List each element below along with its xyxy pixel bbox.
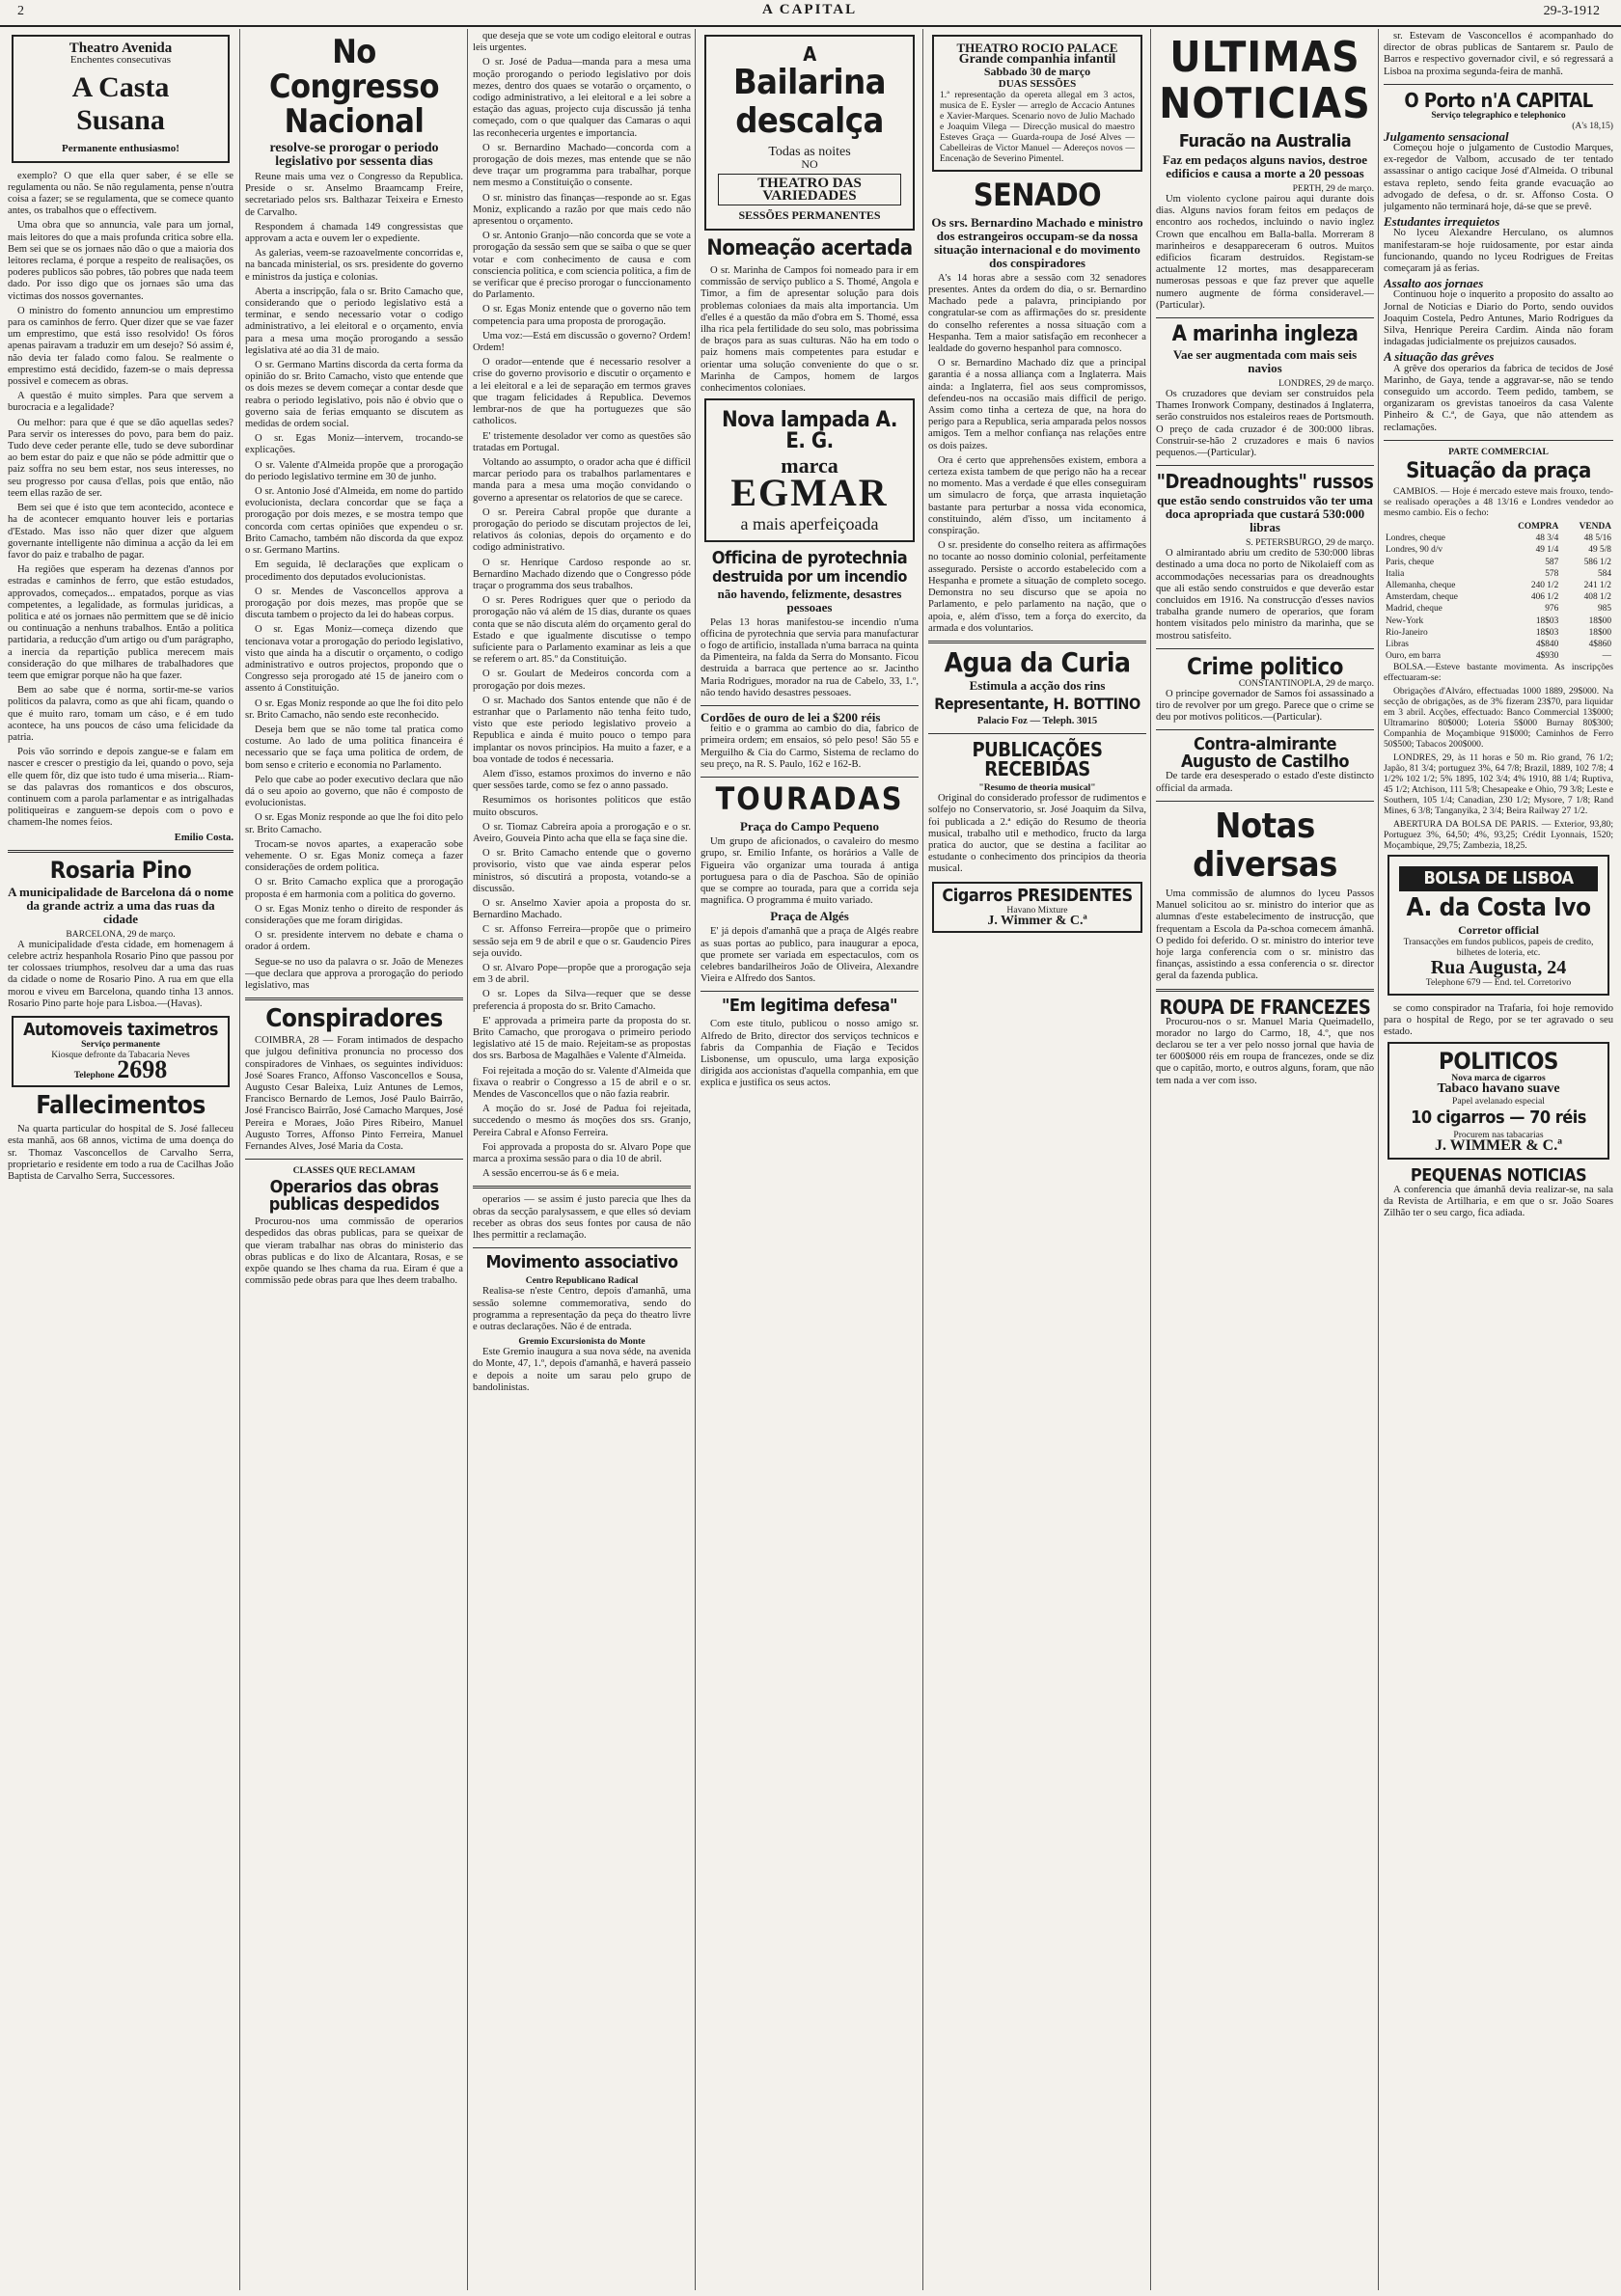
article-text: ABERTURA DA BOLSA DE PARIS. — Exterior, 93,80; Portuguez 3%, 64,50; 4%, 93,25; Crédit Lyonnais, 1520; Moçambique, 29,75; Zambezia, 18,25. [1384,819,1613,852]
play-title-2: Susana [76,104,165,137]
column-3 [473,31,691,2288]
headline-publicacoes: PUBLICAÇÕES RECEBIDAS [972,738,1103,781]
ad-phone: Telephone 679 — End. tel. Corretorivo [1425,976,1572,988]
subheadline: Faz em pedaços alguns navios, destroe edificios e causa a morte a 20 pessoas [1162,152,1368,180]
article-text: Original do considerado professor de rudimentos e solfejo no Conservatorio, sr. José Joaquim da Silva, foi publicada a 2.ª edição do Resumo de theoria musical, trabalho util e methodico, fructo da larga pratica do auctor, que se destina a facilitar ao estudante o conhecimento dos principios da theoria musical. [928,793,1146,875]
subheadline: Serviço telegraphico e telephonico [1431,109,1566,121]
column-rule [467,29,468,2290]
dateline: LONDRES, 29 de março. [1278,378,1374,390]
ad-subtitle: Enchentes consecutivas [69,54,172,67]
article-text: Reune mais uma vez o Congresso da Republica. Preside o sr. Anselmo Braamcamp Freire, secretariado pelos srs. Balthazar Teixeira e Ernesto de Carvalho. [245,172,463,218]
ad-subtitle: Havano Mixture [1006,904,1068,916]
article-text: Continuou hoje o inquerito a proposito do assalto ao Jornal de Noticias e Diario do Porto, sendo ouvidos Joaquim Costela, Pedro Antunes, Mario Rodrigues da Silva, Henrique Pereira Cardim. Ainda não foram indagadas judicialmente os prejuizos causados. [1384,289,1613,348]
theatre-name: THEATRO DAS VARIEDADES [718,174,901,205]
article-text: O sr. Henrique Cardoso responde ao sr. Bernardino Machado dizendo que o Congresso póde traçar o programma dos seus trabalhos. [473,557,691,591]
table-row: Ouro, em barra 4$930 — [1386,651,1611,662]
article-text: se como conspirador na Trafaria, foi hoje removido para o hospital de Rego, por se ter agravado o seu estado. [1384,1002,1613,1038]
ad-title: Cigarros PRESIDENTES [942,885,1133,906]
article-text: CAMBIOS. — Hoje é mercado esteve mais frouxo, tendo-se realisado operações a 48 13/16 e Londres vendedor ao mesmo cambio. Eis o fecho: [1384,485,1613,518]
headline-dreadnoughts: "Dreadnoughts" russos [1156,470,1374,494]
article-text: O sr. Anselmo Xavier apoia a proposta do sr. Bernardino Machado. [473,898,691,921]
article-text: que deseja que se vote um codigo eleitoral e outras leis urgentes. [473,31,691,54]
article-text: Ou melhor: para que é que se dão aquellas sedes? Para servir os interesses do povo, para bem do paiz. Tudo deve ceder perante elle, tudo se deve subordinar ao bem estar do paiz e que não se póde admittir que o paiz soffra no seu bem estar, nos seus interesses, no seu progresso por causa d'ellas, pois que então, não teem ellas razão de ser. [8,417,234,499]
headline-crime-politico: Crime politico [1187,652,1343,680]
article-text: O sr. Antonio Granjo—não concorda que se vote a prorogação da sessão sem que se saiba o que se quer votar e com conhecimento de causa e com consciencia politica, e com sciencia politica, a fim de se verificar que é preciso prorogar o funccionamento do Parlamento. [473,231,691,301]
bailarina-ad [704,35,915,231]
article-text: O sr. ministro das finanças—responde ao sr. Egas Moniz, explicando a razão por que mais cedo não apresentou o orçamento. [473,192,691,228]
article-text: Foi approvada a proposta do sr. Alvaro Pope que marca a proxima sessão para o dia 10 de abril. [473,1141,691,1165]
politicos-ad [1387,1042,1609,1159]
headline-ultimas-noticias: ULTIMAS NOTICIAS [1159,33,1371,128]
table-row: Paris, cheque 587 586 1/2 [1386,557,1611,567]
brand-name: J. Wimmer & C.ª [987,913,1087,928]
masthead-bar [0,0,1621,27]
taxi-ad [12,1016,230,1087]
table-row: Italia 578 584 [1386,568,1611,579]
article-text: Segue-se no uso da palavra o sr. João de Menezes—que declara que approva a prorogação do periodo legislativo, mas [245,956,463,991]
rocio-palace-ad [932,35,1142,172]
article-text: O sr. Peres Rodrigues quer que o periodo da prorogação não vá além de 15 dias, durante os quaes conta que se não discuta além do orçamento geral do Estado e que igualmente discutisse o tempo suficiente para o Parlamento examinar as leis a que se referem o art. 85.º da Constituição. [473,595,691,666]
table-row: Allemanha, cheque 240 1/2 241 1/2 [1386,580,1611,590]
ad-line: Palacio Foz — Teleph. 3015 [976,715,1098,726]
headline-rosaria: Rosaria Pino [49,856,192,884]
article-text: Obrigações d'Alváro, effectuadas 1000 1889, 29$000. Na secção de obrigações, as de 3% fizeram 23$70, para liquidar em 3 abril. Acções, effectuado: Banco Commercial 13$000; Ultramarino 80$000; Loteria 5$000 Burnay 80$300; Companhia de Moçambique 91$000; Caminhos de Ferro 50$500; Tabacos 200$000. [1384,686,1613,751]
subheadline: A municipalidade de Barcelona dá o nome da grande actriz a uma das ruas da cidade [8,884,234,926]
headline-situacao-praca: Situação da praça [1406,458,1591,483]
headline-porto: O Porto n'A CAPITAL [1404,88,1593,112]
ad-title: Automoveis taximetros [23,1020,218,1040]
article-text: Os cruzadores que deviam ser construidos pela Thames Ironwork Company, destinados á Inglaterra, serão construidos nos estaleiros reaes de Portsmouth. O preço de cada cruzador é de 300:000 libras. Construir-se-hão 2 cruzadores e mais 6 navios pequenos.—(Particular). [1156,389,1374,459]
article-text: Aberta a inscripção, fala o sr. Brito Camacho que, considerando que o periodo legislativo está a terminar, e sendo necessario votar o codigo administrativo, a lei eleitoral e o orçamento, envia para a mesa uma moção prorogando a sessão legislativa até ao dia 31 de maio. [245,286,463,356]
ad-text: 1.ª representação da opereta allegal em 3 actos, musica de E. Eysler — arreglo de Accacio Antunes e Xavier-Marques. Scenario novo de Julio Machado e Joaquim Vilega — Direcção musical do maestro Esteves Graça — Guarda-roupa de José Alves — Cabelleiras de Victor Manuel — Adereços novos — Encenação de Severino Pimentel. [940,89,1135,164]
newspaper-name: A CAPITAL [762,2,858,17]
ad-role: Corretor official [1458,923,1539,938]
article-text: Procurou-nos uma commissão de operarios despedidos das obras publicas, para se queixar de que vieram trabalhar nas obras do ministerio das obras publicas e do lixo de Alcantara, Rosas, e se expõe quando se lhes chama da rua. Eiram é que a commissão pede obras para que lhes deem trabalho. [245,1216,463,1287]
article-text: O sr. Egas Moniz—começa dizendo que tencionava votar a prorogação do periodo legislativo, visto que ainda ha a discutir o orçamento, o codigo administrativo e outros projectos, propondo que o Congresso seja prorogado até 15 de janeiro com o assento á Constituição. [245,624,463,695]
subheadline: "Resumo de theoria musical" [978,782,1096,794]
column-rule [1150,29,1151,2290]
column-2 [245,31,463,2288]
ad-line: Procurem nas tabacarias [1453,1129,1544,1140]
article-text: A sessão encerrou-se ás 6 e meia. [482,1168,619,1180]
article-text: Trocam-se novos apartes, a exaperacão sobe vehemente. O sr. Egas Moniz começa a fazer considerações de ordem politica. [245,838,463,874]
article-text: O sr. Pereira Cabral propõe que durante a prorogação do periodo se discutam projectos de lei, relativos ás colonias, depois do orçamento e do codigo administrativo. [473,506,691,554]
article-text: Deseja bem que se não tome tal pratica como costume. Ao lado de uma politica financeira é necessario que se faça uma politica de ordem, de bom senso e criterio e economia no Parlamento. [245,724,463,771]
subheadline: Praça do Campo Pequeno [739,819,880,834]
subheadline: Vae ser augmentada com mais seis navios [1172,347,1358,376]
column-5 [928,31,1146,2288]
article-text: Uma obra que so annuncia, vale para um jornal, mais leitores do que a mais profunda critica sobre ella. Bem sei que se os jornaes não dão o que a maioria dos leitores reclama, é porque a respeito de realisações, os poderes publicos são pobres, tão pobres que nada teem dado. Por isso digo que os jornaes são uma das victimas dos nossos governantes. [8,220,234,302]
article-text: Foi rejeitada a moção do sr. Valente d'Almeida que fixava o reabrir o Congresso a 15 de abril e o sr. Mendes de Vasconcellos que o não fazia reabrir. [473,1065,691,1101]
headline-cordoes: Cordões de ouro de lei a $200 réis [701,710,881,725]
article-text: O sr. Germano Martins discorda da certa forma da opinião do sr. Brito Camacho, visto que entende que os dois mezes se devem começar a contar desde que reabra o periodo legislativo, pois não é obvio que o governo saia de ferias emquanto se discutem as medidas de ordem social. [245,360,463,430]
article-text: A's 14 horas abre a sessão com 32 senadores presentes. Antes da ordem do dia, o sr. Bernardino Machado pede a palavra, principiando por congratular-se com as affirmações do sr. presidente do conselho referentes a nossa situação com a Hespanha. Tem a maior satisfação em reconhecer a lealdade do governo hespanhol para comnosco. [928,272,1146,355]
article-text: O sr. Egas Moniz tenho o direito de responder ás considerações que me foram dirigidas. [245,903,463,926]
subheadline: Centro Republicano Radical [525,1275,639,1287]
column-1 [8,31,234,2288]
column-7 [1384,31,1613,2288]
article-text: Ora é certo que apprehensões existem, embora a certeza exista tambem de que perigo não ha a recear no momento. Mas a verdade é que elles conseguiram um simulacro de força, que arrasta inquietação bastante para perturbar a nossa vida economica, constituindo, além d'isso, um incitamento á conspiração. [928,454,1146,537]
article-text: As galerias, veem-se razoavelmente concorridas e, na bancada ministerial, os srs. presidente do governo e ministros da justiça e colonias. [245,248,463,283]
table-row: Madrid, cheque 976 985 [1386,604,1611,615]
ad-subtitle: Serviço permanente [81,1039,160,1050]
column-rule [695,29,696,2290]
article-text: BOLSA.—Esteve bastante movimenta. As inscripções effectuaram-se: [1384,662,1613,684]
article-text: O sr. Egas Moniz—intervem, trocando-se explicações. [245,433,463,456]
ad-line: Tabaco havano suave [1437,1081,1560,1097]
article-text: O sr. José de Padua—manda para a mesa uma moção prorogando o periodo legislativo por dois mezes, dentro dos quaes se votarão o orçamento, o codigo administrativo, a lei eleitoral e a lei sobre a estação das aguas, projecto cuja discussão já tenha começado, com o que qualquer das Camaras o aqui las reconheceria urgentes e importancia. [473,57,691,139]
article-text: feitio e o gramma ao cambio do dia, fabrico de primeira ordem; em ensaios, só pelo peso! São 55 e Merguilho & Cia do Carmo, Sistema de reclamo do seu preço, na R. S. Paulo, 162 e 162-B. [701,724,919,770]
ad-title: THEATRO ROCIO PALACE [956,41,1118,55]
ad-text: Transacções em fundos publicos, papeis de credito, bilhetes de loteria, etc. [1403,936,1594,958]
ad-name: A. da Costa Ivo [1406,893,1591,923]
subheadline: Praça de Algés [770,909,849,924]
article-text: Começou hoje o julgamento de Custodio Marques, ex-regedor de Valbom, accusado de ter tentado assassinar o antigo cacique José d'Almeida. O tribunal estava repleto, sendo feita grande evacuação ao advogado de defesa, o dr. sr. Affonso Costa. O julgamento não terminará hoje, dá-se que se prevê. [1384,143,1613,213]
dateline: PERTH, 29 de março. [1292,183,1374,194]
ad-line: a mais aperfeiçoada [740,514,879,534]
ad-title: Nova lampada A. E. G. [722,408,897,454]
phone-label: Telephone [73,1070,115,1080]
ad-date: Sabbado 30 de março [983,65,1091,79]
article-text: O ministro do fomento annunciou um emprestimo para os caminhos de ferro. Quer dizer que se vae fazer um emprestimo, que está isso resolvido! Os fóros apenas pairavam a traduzir em um desejo? Só assim é, não devia ter falado como falou. Se realmente o emprestimo está decidido, fazem-se o mais depressa possivel e comecem as obras. [8,305,234,388]
headline-conspiradores: Conspiradores [265,1004,443,1034]
subheadline: destruida por um incendio [712,566,907,586]
ad-line: SESSÕES PERMANENTES [738,207,881,222]
egmar-ad [704,398,915,541]
article-text: A municipalidade d'esta cidade, em homenagem á celebre actriz hespanhola Rosario Pino que passou por ter colossaes triumphos, resolveu dar a uma das ruas da cidade o nome de Rosario Pino. A rua em que ella morou e viveu em Barcelona, quando tinha 13 annos. Rosario Pino parte hoje para Lisboa.—(Havas). [8,939,234,1009]
headline-furacao: Furacão na Australia [1178,131,1352,151]
article-text: O sr. Alvaro Pope—propõe que a prorogação seja em 3 de abril. [473,963,691,986]
article-text: O sr. Egas Moniz responde ao que lhe foi dito pelo sr. Brito Camacho, não sendo este reconhecido. [245,697,463,721]
article-text: Alem d'isso, estamos proximos do inverno e não quer sessões tarde, como se fez o anno passado. [473,768,691,792]
subheadline: Os srs. Bernardino Machado e ministro dos estrangeiros occupam-se da nossa situação internacional e do movimento dos conspiradores [931,214,1143,270]
article-text: Um grupo de aficionados, o cavaleiro do mesmo grupo, sr. Emilio Infante, os horários a Valle de Figueira vão organizar uma tourada á antiga portuguesa para o dia de Paschoa. São de opinião que se compre ao tourada, para que a corrida seja magnifica. O programma é muito variado. [701,836,919,907]
article-text: O sr. Mendes de Vasconcellos approva a prorogação por dois mezes, mas propõe que se discuta tambem o projecto da lei do habeas corpus. [245,586,463,621]
play-title-1: A Casta [71,71,170,104]
cigarros-ad [932,882,1142,933]
ad-line: NO [801,157,818,172]
article-text: C sr. Affonso Ferreira—propõe que o primeiro sessão seja em 9 de abril e que o sr. Gaudencio Pires seja ouvido. [473,924,691,959]
article-text: O sr. presidente intervem no debate e chama o orador á ordem. [245,930,463,953]
article-text: Este Gremio inaugura a sua nova séde, na avenida do Monte, 47, 1.º, depois d'amanhã, e haverá passeio e depois a noite um sarau pelo grupo de bandolinistas. [473,1347,691,1393]
article-text: Bem ao sabe que é norma, sortir-me-se varios politicos da palavra, como as que ahi ficam, quando o que é muito raro, tomam um cáso, e é em tudo acontece, ha uns poucos de cáso uma felicidade da patria. [8,685,234,743]
headline-fallecimentos: Fallecimentos [36,1091,206,1121]
article-text: Procurou-nos o sr. Manuel Maria Queimadello, morador no largo do Carmo, 18, 4.º, que nos declarou se ter a ver pelo nosso jornal que havia de ter 600$000 réis em roupa de francezes, onde se diz que o capitão, morto, e outros alguns, foram, que não tem nada a ver com isso. [1156,1016,1374,1086]
article-text: O sr. Lopes da Silva—requer que se desse preferencia á proposta do sr. Brito Camacho. [473,989,691,1012]
table-header: VENDA [1579,521,1611,532]
article-text: exemplo? O que ella quer saber, é se elle se regulamenta ou não. Se não regulamenta, pense n'outra coisa a fazer; se se regulamenta, que se comece quanto antes, os trabalhos que o effectivem. [8,170,234,217]
ad-title: Theatro Avenida [69,41,173,56]
timestamp: (A's 18,15) [1572,120,1613,131]
article-text: O sr. Brito Camacho explica que a prorogação proposta é em harmonia com a politica do governo. [245,877,463,900]
article-text: Realisa-se n'este Centro, depois d'amanhã, uma sessão solemne commemorativa, sendo do programma a representação da peça do theatro livre e outras declarações. Não é de entrada. [473,1286,691,1332]
ad-subtitle: Estimula a acção dos rins [969,677,1106,693]
issue-date: 29-3-1912 [1543,4,1600,18]
article-text: Na quarta particular do hospital de S. José falleceu esta manhã, aos 68 annos, victima de uma doença do sr. Thomaz Vasconcellos de Carvalho Serra, proprietario e residente em todo a rua de Cacilhas João Baptista de Carvalho Serra, Successores. [8,1124,234,1183]
article-text: E' já depois d'amanhã que a praça de Algés reabre as suas portas ao publico, para inaugurar a epoca, que promete ser variada em espectaculos, com os celebres bandarilheiros João de Oliveira, Alexandre Vieira e Alfredo dos Santos. [701,926,919,985]
article-text: A questão é muito simples. Para que servem a burocracia e a legalidade? [8,391,234,414]
headline-agua-curia: Agua da Curia [944,645,1131,678]
subheadline: A situação das grêves [1384,349,1495,365]
article-text: O principe governador de Samos foi assassinado a tiro de revolver por um grego. Parece que o crime se deu por motivos politicos.—(Particular). [1156,688,1374,724]
headline-touradas: TOURADAS [715,780,904,818]
article-text: Pois vão sorrindo e depois zangue-se e falam em nascer e crescer o prestigio da lei, quando o povo, seja elle quem fôr, diz que isto tudo é uma miseria... Riam-se das palavras dos romanticos e dos obscuros, continuem com a parola parlamentar e as intrigalhadas politiqueiras e zanguem-se depois com o povo e chamem-lhe nomes feios. [8,747,234,829]
article-text: Em seguida, lê declarações que explicam o procedimento dos deputados evolucionistas. [245,560,463,583]
headline-movimento: Movimento associativo [485,1252,678,1273]
article-text: A conferencia que ámanhã devia realizar-se, na sala da Revista de Artilharia, e em que o sr. João Soares Zilhão ter o seu cargo, fica adiada. [1384,1184,1613,1219]
ad-title-line-2: descalça [735,101,884,141]
table-row: Londres, 90 d/v 49 1/4 49 5/8 [1386,545,1611,556]
subheadline: Augusto de Castilho [1181,752,1349,773]
ad-price: 10 cigarros — 70 réis [1411,1107,1586,1128]
article-text: O sr. Machado dos Santos entende que não é de estranhar que o Parlamento não tenha feito tudo, visto que este periodo legislativo proveio a Republica e ainda é muito pouco o tempo para implantar os novos principios. Ha muito a fazer, e a boa vontade de todos é necessaria. [473,695,691,765]
subheadline: Julgamento sensacional [1384,128,1509,144]
article-text: Bem sei que é isto que tem acontecido, acontece e ha de acontecer emquanto houver leis e portarias d'Estado. Mas isso não quer dizer que alguem governante intelligente não diminua a acção da lei em favor do paiz e trabalho de pagar. [8,503,234,560]
article-text: COIMBRA, 28 — Foram intimados de despacho que julgou definitiva pronuncia no processo dos conspiradores de Vinhaes, os seguintes individuos: José Soares Franco, Affonso Vasconcellos e Sousa, Augusto Cesar Baleixa, Luiz Antunes de Lemos, Francisco Bernardo de Lemos, José Paulo Bairrão, José Francisco Bairrão, José Camacho Marques, José Pereira e Moraes, João Pires Ribeiro, Manuel Augusto Torres, Affonso Pinto Ferreira, Manuel Fernandes Alves, José Maria da Costa. [245,1035,463,1153]
bolsa-lisboa-ad [1387,855,1609,995]
article-text: O sr. Marinha de Campos foi nomeado para ir em commissão de serviço publico a S. Thomé, Angola e Timor, a fim de apresentar solução para dois problemas coloniaes da mais alta importancia. Um d'elles é a questão da mão d'obra em S. Thomé, essa ilha rica pela fertilidade do seu solo, mas pobrissima de braços para as suas culturas. Não ha em todo o paiz homens mais competentes para estudar e orientar uma solução conveniente do que o sr. Marinha de Campos, homem de largos conhecimentos coloniaes. [701,265,919,395]
article-text: O sr. Goulart de Medeiros concorda com a prorogação por dois mezes. [473,669,691,692]
article-text: Ha regiões que esperam ha dezenas d'annos por estradas e caminhos de ferro, que estão estudados, approvados, começados... empatados, porque as vias competentes, a legalidade, as formulas juridicas, a politica e até os jornaes não permittem que se dê inicio ou continuação a nenhuns trabalhos. Então a politica partidaria, a reducção d'um artigo ou d'um parágrapho, a inercia da repartição publica merecem mais consideração do que milhares de trabalhadores que teem que emigrar porque não ha que fazer. [8,564,234,681]
article-text: O almirantado abriu um credito de 530:000 libras destinado a uma doca no porto de Nikolaieff com as accommodações necessarias para os dreadnoughts que ali estão sendo construidos e que deverão estar concluidos em 1916. Na construcção d'esses navios trabalha grande numero de operarios, que foram hontem visitados pelo ministro da marinha, que se mostrou satisfeito. [1156,548,1374,642]
phone-number: 2698 [117,1055,168,1083]
article-text: O sr. Bernardino Machado diz que a principal garantia é a nossa alliança com a Inglaterra. Mais ainda: a Inglaterra, fiel aos seus compromissos, defendeu-nos na occasião mais difficil de perigo. Assim como tinha a certeza de que, na hora do perigo para a Republica, seria amparada pelos nossos amigos. Tem a melhor confiança nas relações entre os dois paizes. [928,358,1146,451]
ad-title: BOLSA DE LISBOA [1399,866,1598,891]
ad-line: Todas as noites [768,145,851,159]
table-row: Rio-Janeiro 18$03 18$00 [1386,627,1611,638]
article-text: A moção do sr. José de Padua foi rejeitada, succedendo o mesmo ás moções dos srs. Granjo, Pereira Cabral e Afonso Ferreira. [473,1104,691,1138]
table-row: Londres, cheque 48 3/4 48 5/16 [1386,533,1611,544]
article-text: E' tristemente desolador ver como as questões são tratadas em Portugal. [473,430,691,453]
article-text: sr. Estevam de Vasconcellos é acompanhado do director de obras publicas de Santarem sr. Paulo de Barros e respectivo governador civil, e só regressará a Lisboa na proxima segunda-feira de manhã. [1384,31,1613,77]
ad-subtitle: Nova marca de cigarros [1451,1073,1546,1084]
article-text: LONDRES, 29, às 11 horas e 50 m. Rio grand, 76 1/2; Japão, 81 3/4; portuguez 3%, 64 7/8; Brazil, 1889, 102 7/8; 4 1/2% 102 1/2; 5% 1895, 102 3/4; 4% 1910, 88 1/4; Ruptiva, 45 1/2; Atchison, 111 5/8; Chesapeake e Ohio, 79 3/8; Leste e Southern, 105 1/4; Canadian, 230 1/2; Mysore, 7 1/8; Rand Mines, 6 3/8; Tanganyika, 2 3/4; Beira Railway 27 1/2. [1384,752,1613,817]
article-text: O sr. Antonio José d'Almeida, em nome do partido evolucionista, declara concordar que se faça a prorogação por dois mezes, e se mostra tempo que concorda com certas opiniões que expendeu o sr. Brito Camacho, também não discorda da que expoz o sr. Germano Martins. [245,486,463,557]
table-row: New-York 18$03 18$00 [1386,615,1611,626]
section-label: PARTE COMMERCIAL [1448,446,1549,457]
ad-line: Papel avelanado especial [1452,1095,1545,1107]
article-text: O sr. Brito Camacho entende que o governo provisorio, visto que vae ainda esperar pelos ministros, só discutirá a proposta, votando-se a discussão. [473,848,691,894]
article-text: Uma commissão de alumnos do lyceu Passos Manuel solicitou ao sr. ministro do interior que as alumnas d'este estabelecimento de instrucção, que frequentam a Escola da Pa-schoa comecem ámanhã. O pedido foi deferido. O sr. ministro do interior teve hoje larga conferencia com o sr. ministro das finanças, assistindo a essa conferencia o sr. director geral da fazenda publica. [1156,888,1374,982]
headline-marinha: A marinha ingleza [1171,322,1359,347]
article-text: E' approvada a primeira parte da proposta do sr. Brito Camacho, que prorogava o primeiro periodo legislativo até 15 de maio. Rejeitam-se as propostas dos srs. Barbosa de Magalhães e Valente d'Almeida. [473,1015,691,1062]
article-text: Resumimos os horisontes politicos que estão muito obscuros. [473,795,691,818]
subheadline: não havendo, felizmente, desastres pessoaes [717,586,902,615]
article-text: O sr. Egas Moniz responde ao que lhe foi dito pelo sr. Brito Camacho. [245,812,463,835]
ad-line: marca [781,453,838,478]
subheadline: que estão sendo construidos vão ter uma doca apropriada que custará 530:000 libras [1157,493,1373,535]
ad-letter: A [803,42,816,66]
article-text: O sr. Tiomaz Cabreira apoia a prorogação e o sr. Aveiro, Gouveia Pinto acha que ella se faça sine die. [473,821,691,844]
section-label: CLASSES QUE RECLAMAM [292,1165,416,1177]
article-text: Pelo que cabe ao poder executivo declara que não dá o seu apoio ao governo, que não é composto de evolucionistas. [245,774,463,809]
subheadline: Gremio Excursionista do Monte [518,1336,646,1348]
table-header: COMPRA [1518,521,1559,532]
article-text: De tarde era desesperado o estado d'este distincto official da armada. [1156,771,1374,794]
headline-pequenas-noticias: PEQUENAS NOTICIAS [1410,1164,1587,1186]
theatro-avenida-ad [12,35,230,163]
exchange-table [1384,521,1613,662]
article-text: O sr. presidente do conselho reitera as affirmações no tocante ao nosso dominio colonial, perfeitamente assegurado. Persiste o accordo estabelecido com a Hespanha e promete a situação de completo socego. Demonstra no seu discurso que se apoia no Parlamento, e pelo parlamento na nação, que o apoia, e, além d'isso, tem a força do exercito, da armada e dos voluntarios. [928,540,1146,634]
subheadline: Estudantes irrequietos [1384,214,1500,230]
article-text: Uma voz:—Está em discussão o governo? Ordem! Ordem! [473,330,691,354]
subheadline: Assalto aos jornaes [1384,276,1484,291]
article-text: Um violento cyclone pairou aqui durante dois dias. Alguns navios foram feitos em pedaços de encontro aos rochedos, incluindo o navio inglez Crown que encalhou em Balla-balla. Morreram 8 marinheiros e desappareceram 6 outros. Muitos edificios ficaram destruidos. Registam-se actualmente 12 mortes, mas desappareceram numerosas pessoas e que faz prever que aquelle numero augmente de fórma consideravel.—(Particular). [1156,194,1374,311]
article-text: Voltando ao assumpto, o orador acha que é difficil marcar periodo para os trabalhos parlamentares e manda para a mesa uma moção convidando o governo a apresentar os relatorios de que se carece. [473,456,691,504]
table-row: Libras 4$840 4$860 [1386,639,1611,649]
article-text: Respondem á chamada 149 congressistas que approvam a acta e ouvem ler o expediente. [245,221,463,245]
page-number: 2 [17,4,24,18]
headline-legitima-defesa: "Em legitima defesa" [721,996,897,1017]
article-text: operarios — se assim é justo parecia que lhes da obras da secção paralysassem, e que elles só deviam receber as obras dos seus fontes por causa de não lhes permittir a reclamação. [473,1194,691,1242]
article-text: No lyceu Alexandre Herculano, os alumnos manifestaram-se hoje ruidosamente, por estar ainda funcionando, quando no lyceu Rodrigues de Freitas começaram já as ferias. [1384,228,1613,275]
ad-line: Representante, H. BOTTINO [934,694,1140,713]
headline-pyrotechnia: Officina de pyrotechnia [711,547,908,568]
headline-contra-almirante: Contra-almirante [1194,734,1336,755]
column-rule [922,29,923,2290]
ad-title-line-1: Bailarina [732,63,887,102]
subheadline: resolve-se prorogar o periodo legislativo por sessenta dias [269,141,439,169]
article-text: Pelas 13 horas manifestou-se incendio n'uma officina de pyrotechnia que servia para manufacturar o fogo de artificio, installada n'uma barraca na quinta da Pimenteira, na falda da Serra do Monsanto. Ficou destruida a barraca que pertence ao sr. Jacintho Maria Rodrigues, morador na rua de Cabelo, 33, 1.º, não tendo havido desastres pessoaes. [701,616,919,698]
headline-congresso: No Congresso Nacional [269,33,439,141]
dateline: CONSTANTINOPLA, 29 de março. [1238,677,1374,689]
ad-line: DUAS SESSÕES [998,77,1077,90]
column-6 [1156,31,1374,2288]
article-text: O sr. Valente d'Almeida propõe que a prorogação do periodo legislativo termine em 30 de junho. [245,459,463,482]
ad-address: Rua Augusta, 24 [1430,956,1567,978]
article-text: O sr. Egas Moniz entende que o governo não tem competencia para uma proposta de prorogação. [473,304,691,327]
dateline: BARCELONA, 29 de março. [66,928,176,940]
headline-nomeacao: Nomeação acertada [706,236,913,261]
headline-operarios: Operarios das obras publicas despedidos [268,1177,440,1216]
ad-line: Kiosque defronte da Tabacaria Neves [51,1050,190,1060]
dateline: S. PETERSBURGO, 29 de março. [1246,537,1374,549]
column-rule [1378,29,1379,2290]
headline-senado: SENADO [973,176,1102,213]
article-text: A grêve dos operarios da fabrica de tecidos de José Marinho, de Gaya, tende a aggravar-se, não se tendo conseguido um accordo. Teem pedido, tambem, se organizaram os grevistas tanoeiros da casa Valente Pinheiro & C.ª, de Gaya, que não attendem as reclamações. [1384,363,1613,433]
ad-note: Permanente enthusiasmo! [62,143,179,155]
ad-subtitle: Grande companhia infantil [958,52,1116,68]
column-4 [701,31,919,2288]
column-rule [239,29,240,2290]
headline-roupa-francezes: ROUPA DE FRANCEZES [1159,995,1371,1019]
brand-name: EGMAR [730,471,889,515]
article-signature: Emilio Costa. [174,832,234,843]
article-text: Com este titulo, publicou o nosso amigo sr. Alfredo de Brito, director dos serviços technicos e fabris da Companhia de Fiação e Tecidos Lisbonense, um opusculo, uma larga exposição dirigida aos accionistas d'aquella companhia, em que explica e justifica os seus actos. [701,1019,919,1089]
brand-name: J. WIMMER & C.ª [1434,1136,1563,1154]
article-text: O orador—entende que é necessario resolver a crise do governo provisorio e discutir o orçamento e a lei eleitoral e a lei de separação em termos graves que tragam felicidades á Republica. Devemos lembrar-nos de que ha portuguezes que são catholicos. [473,357,691,427]
article-text: O sr. Bernardino Machado—concorda com a prorogação de dois mezes, mas entende que se não deve traçar um programma para trabalhar, porque nem mesmo a Constituição o consente. [473,142,691,189]
headline-notas-diversas: Notas diversas [1193,806,1337,885]
table-row: Amsterdam, cheque 406 1/2 408 1/2 [1386,592,1611,603]
ad-title: POLITICOS [1439,1048,1558,1076]
